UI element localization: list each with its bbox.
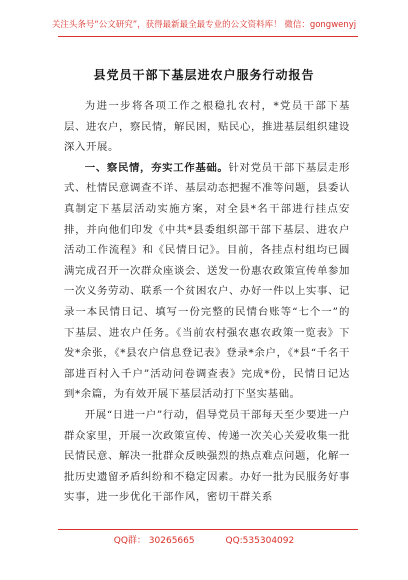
intro-paragraph: 为进一步将各项工作之根稳扎农村，*党员干部下基层、进农户，察民情，解民困，贴民心，推进基层组织建设深入开展。 <box>64 100 350 154</box>
document-body <box>64 96 350 508</box>
header-divider <box>58 36 358 37</box>
section-1-text: 针对党员干部下基层走形式、杜情民意调查不详、基层动态把握不准等问题，县委认真制定下基层活动实施方案，对全县*名干部进行挂点安排，并向他们印发《中共*县委组织部干部下基层、进农户活动工作流程》和《民情日记》。目前，各挂点村组均已圆满完成召开一次群众座谈会、送发一份惠农政策宣传单参加一次义务劳动、联系一个贫困农户、办好一件以上实事、记录一本民情日记、填写一份完整的民情台账等“七个一”的下基层、进农户任务。《当前农村强农惠农政策一览表》下发*余张，《*县农户信息登记表》登录*余户，《*县“千名干部进百村入千户”活动问卷调查表》完成*份，民情日记达到*余篇，为有效开展下基层活动打下坚实基础。 <box>64 161 350 401</box>
footer <box>0 533 408 546</box>
document-title: 县党员干部下基层进农户服务行动报告 <box>93 68 315 82</box>
footer-divider <box>58 529 358 530</box>
section-1-paragraph <box>64 158 350 405</box>
footer-qq-group: QQ群： 30265665 <box>113 536 195 546</box>
section-1-heading: 一、察民情，夯实工作基础。 <box>84 161 229 174</box>
header-notice: 关注头条号“公文研究”，获得最新最全最专业的公文资料库！ 微信：gongwenyj <box>51 20 357 30</box>
footer-qq: QQ:535304092 <box>225 536 295 546</box>
section-1-paragraph-2: 开展“日进一户”行动，倡导党员干部每天至少要进一户群众家里，开展一次政策宣传、传递一次关心关爱收集一批民情民意、解决一批群众反映强烈的热点难点问题，化解一批历史遗留矛盾纠纷和不稳定因素。办好一批为民服务好事实事，进一步优化干部作风，密切干群关系 <box>64 408 350 504</box>
